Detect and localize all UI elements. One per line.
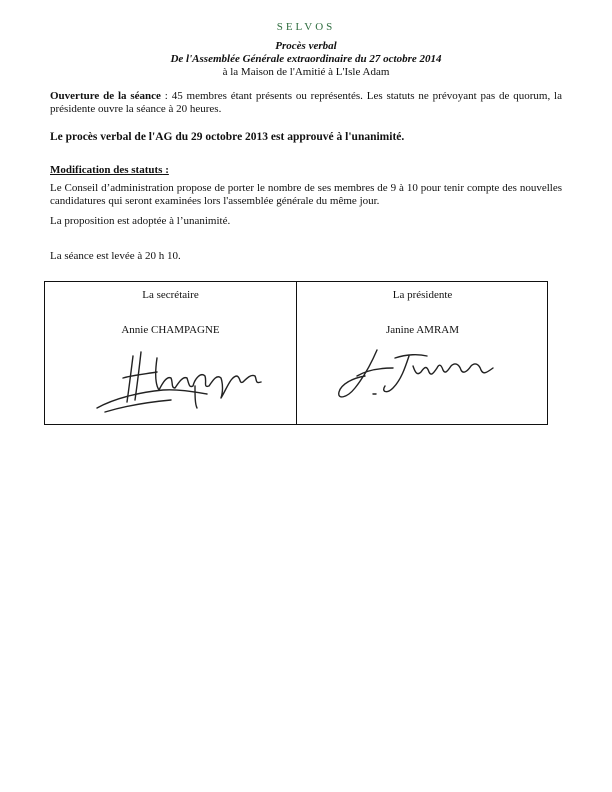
president-signature-cell: [297, 282, 548, 424]
closing-paragraph: La séance est levée à 20 h 10.: [50, 250, 181, 262]
document-subtitle: De l'Assemblée Générale extraordinaire du 27 octobre 2014: [170, 53, 442, 65]
modification-heading: [50, 164, 562, 177]
modification-result: La proposition est adoptée à l’unanimité.: [50, 215, 231, 227]
opening-paragraph: [50, 90, 562, 116]
president-role: La présidente: [392, 289, 453, 301]
secretary-signature: [45, 342, 296, 422]
modification-paragraph: Le Conseil d’administration propose de porter le nombre de ses membres de 9 à 10 pour tenir compte des nouvelles candidatures qui seront examinées lors l'assemblée générale du même jour.: [50, 182, 562, 207]
modification-heading-label: Modification des statuts: [50, 164, 163, 176]
opening-text: : 45 membres étant présents ou représentés. Les statuts ne prévoyant pas de quorum, la présidente ouvre la séance à 20 heures.: [50, 90, 562, 115]
signature-table: [44, 281, 548, 425]
modification-heading-suffix: :: [162, 164, 169, 176]
opening-label: Ouverture de la séance: [50, 90, 161, 102]
approval-paragraph: Le procès verbal de l'AG du 29 octobre 2013 est approuvé à l'unanimité.: [50, 131, 405, 143]
president-signature: [297, 342, 548, 422]
meeting-location: à la Maison de l'Amitié à L'Isle Adam: [222, 66, 390, 78]
secretary-signature-cell: [45, 282, 296, 424]
organization-name: SELVOS: [276, 21, 336, 33]
secretary-name: Annie CHAMPAGNE: [121, 324, 220, 336]
secretary-role: La secrétaire: [142, 289, 199, 301]
president-name: Janine AMRAM: [385, 324, 460, 336]
document-title: Procès verbal: [275, 40, 337, 52]
